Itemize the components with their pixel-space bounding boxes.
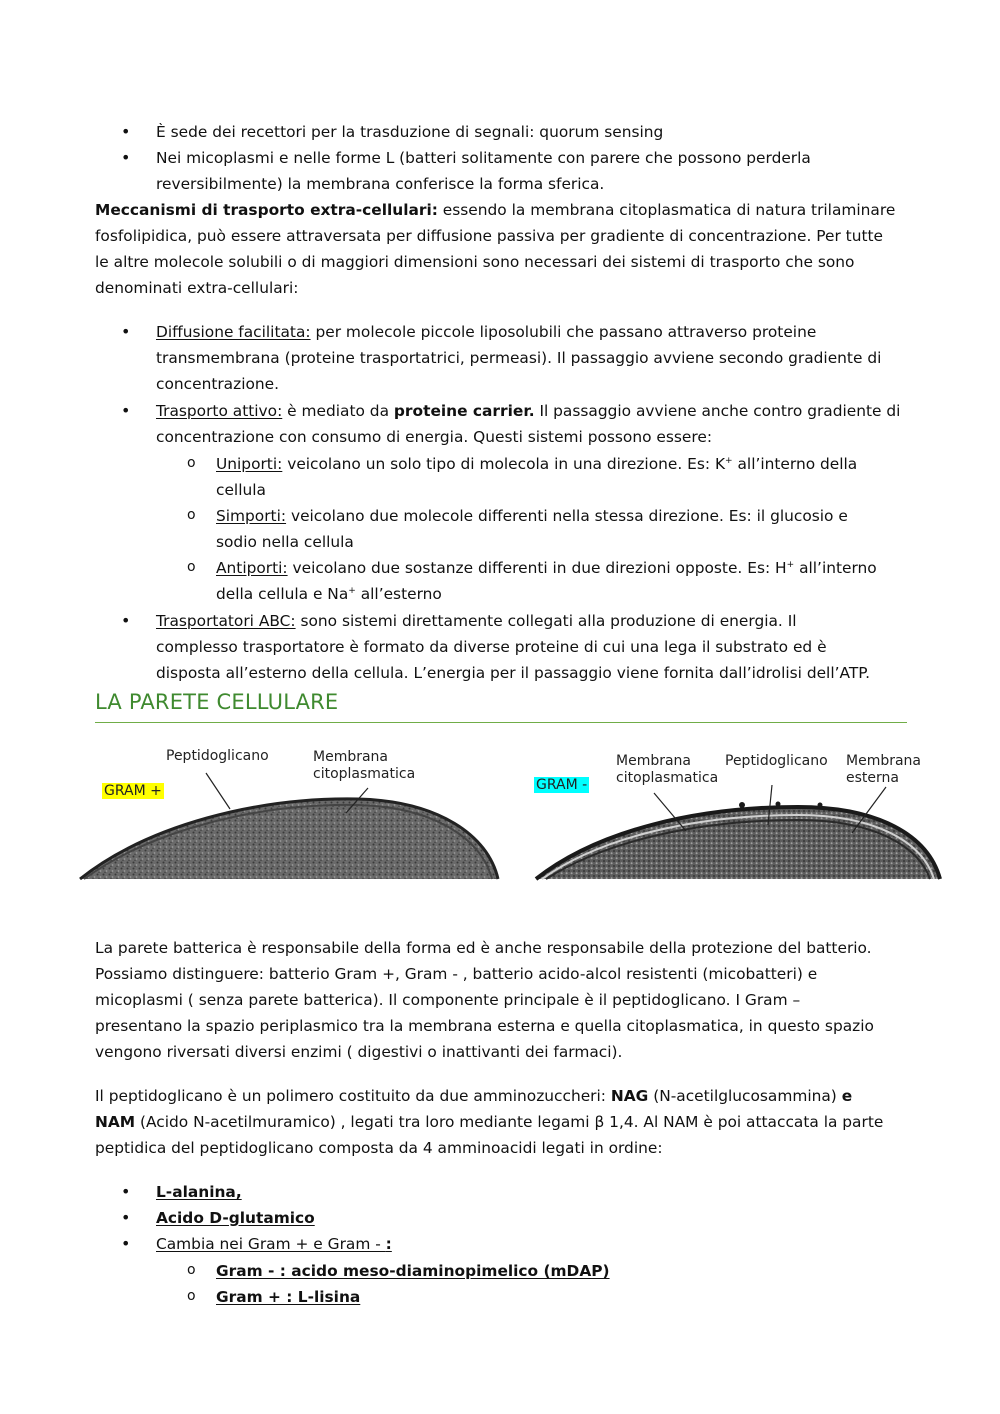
text-run: concentrazione. [156,375,279,393]
text-run: micoplasmi ( senza parete batterica). Il componente principale è il peptidoglicano. I Gram – [95,991,801,1009]
text-run: citoplasmatica [313,766,416,782]
text-run: sodio nella cellula [216,533,354,551]
highlight-text: GRAM - [536,777,588,793]
label-right-membrana-esterna [846,753,921,787]
term-diffusione: Diffusione facilitata: [156,323,311,341]
text-run: essendo la membrana citoplasmatica di natura trilaminare [437,201,896,219]
list-item [95,1258,935,1284]
term-antiporti: Antiporti: [216,559,288,577]
term-uniporti: Uniporti: [216,455,283,473]
list-item [95,555,935,607]
text-run: (Acido N-acetilmuramico) , legati tra loro mediante legami β 1,4. Al NAM è poi attaccata la parte [135,1113,884,1131]
text-run: all’esterno [355,585,442,603]
peptidoglycan-paragraph [95,1083,925,1161]
superscript: + [348,585,356,596]
amino-acid-sublist [95,1258,935,1310]
list-item [95,119,915,145]
text-run: all’interno [794,559,877,577]
superscript: + [786,559,795,570]
gram-positive-label [102,783,164,800]
gram-negative-label [534,777,589,794]
transport-list [95,319,935,450]
list-item [95,1205,935,1231]
superscript: + [725,455,733,466]
active-transport-sublist [95,451,935,607]
text-run: Acido D-glutamico [156,1209,315,1227]
text-run: citoplasmatica [616,770,719,786]
list-item [95,1179,935,1205]
highlight-text: GRAM + [104,783,162,799]
label-right-peptidoglicano: Peptidoglicano [725,753,828,769]
list-item [95,608,935,686]
cell-wall-figure [78,735,944,883]
section-divider [95,722,907,723]
bullet-text: Nei micoplasmi e nelle forme L (batteri solitamente con parere che possono perderla [156,149,811,167]
term-abc: Trasportatori ABC: [156,612,296,630]
text-run: Membrana [313,749,389,765]
text-run: all’interno della [732,455,858,473]
abc-list [95,608,935,686]
text-run: esterna [846,770,899,786]
cell-wall-paragraph [95,935,925,1065]
text-run: sono sistemi direttamente collegati alla produzione di energia. Il [295,612,797,630]
text-run: Possiamo distinguere: batterio Gram +, Gram - , batterio acido-alcol resistenti (micobatteri) e [95,965,818,983]
top-bullet-list [95,119,915,197]
text-run: vengono riversati diversi enzimi ( digestivi o inattivanti dei farmaci). [95,1043,623,1061]
bullet-text: reversibilmente) la membrana conferisce la forma sferica. [156,175,605,193]
list-item [95,319,935,397]
text-run: peptidica del peptidoglicano composta da 4 amminoacidi legati in ordine: [95,1139,663,1157]
text-run: Gram + : L-lisina [216,1288,361,1306]
text-run: L-alanina, [156,1183,242,1201]
transport-heading: Meccanismi di trasporto extra-cellulari: [95,201,438,219]
text-run: fosfolipidica, può essere attraversata per diffusione passiva per gradiente di concentrazione. Per tutte [95,227,883,245]
text-run: transmembrana (proteine trasportatrici, permeasi). Il passaggio avviene secondo gradiente di [156,349,882,367]
label-right-membrana-citoplasmatica [616,753,718,787]
list-item [95,451,935,503]
text-run: La parete batterica è responsabile della forma ed è anche responsabile della protezione del batterio. [95,939,872,957]
text-run: denominati extra-cellulari: [95,279,299,297]
list-item [95,145,915,197]
text-run: veicolano due sostanze differenti in due direzioni opposte. Es: H [287,559,787,577]
term-attivo: Trasporto attivo: [156,402,283,420]
list-item [95,1231,935,1257]
text-run: Il peptidoglicano è un polimero costituito da due amminozuccheri: [95,1087,611,1105]
text-run: Cambia nei Gram + e Gram - [156,1235,386,1253]
bullet-text: È sede dei recettori per la trasduzione di segnali: quorum sensing [156,123,664,141]
text-run: NAM [95,1113,136,1131]
text-run: Membrana [616,753,692,769]
text-run: per molecole piccole liposolubili che passano attraverso proteine [310,323,817,341]
text-run: disposta all’esterno della cellula. L’energia per il passaggio viene fornita dall’idrolisi dell’ATP. [156,664,871,682]
list-item [95,503,935,555]
text-run: Membrana [846,753,922,769]
text-run: e [841,1087,853,1105]
text-run: Il passaggio avviene anche contro gradiente di [534,402,901,420]
term-simporti: Simporti: [216,507,287,525]
text-run: : [385,1235,392,1253]
text-run: della cellula e Na [216,585,349,603]
text-run: complesso trasportatore è formato da diverse proteine di cui una lega il substrato ed è [156,638,827,656]
text-run: le altre molecole solubili o di maggiori dimensioni sono necessari dei sistemi di trasporto che sono [95,253,855,271]
text-run: presentano la spazio periplasmico tra la membrana esterna e quella citoplasmatica, in questo spazio [95,1017,874,1035]
text-run: concentrazione con consumo di energia. Questi sistemi possono essere: [156,428,713,446]
amino-acid-list [95,1179,935,1257]
label-left-membrana [313,749,415,783]
text-run: proteine carrier. [393,402,535,420]
transport-paragraph [95,197,915,301]
text-run: veicolano due molecole differenti nella stessa direzione. Es: il glucosio e [286,507,848,525]
gram-negative-micrograph [536,785,940,879]
text-run: NAG [610,1087,649,1105]
text-run: (N-acetilglucosammina) [648,1087,842,1105]
label-left-peptidoglicano: Peptidoglicano [166,748,269,764]
list-item [95,398,935,450]
text-run: veicolano un solo tipo di molecola in una direzione. Es: K [282,455,726,473]
section-title: LA PARETE CELLULARE [95,690,339,714]
list-item [95,1284,935,1310]
text-run: è mediato da [282,402,394,420]
text-run: cellula [216,481,266,499]
text-run: Gram - : acido meso-diaminopimelico (mDAP) [216,1262,610,1280]
